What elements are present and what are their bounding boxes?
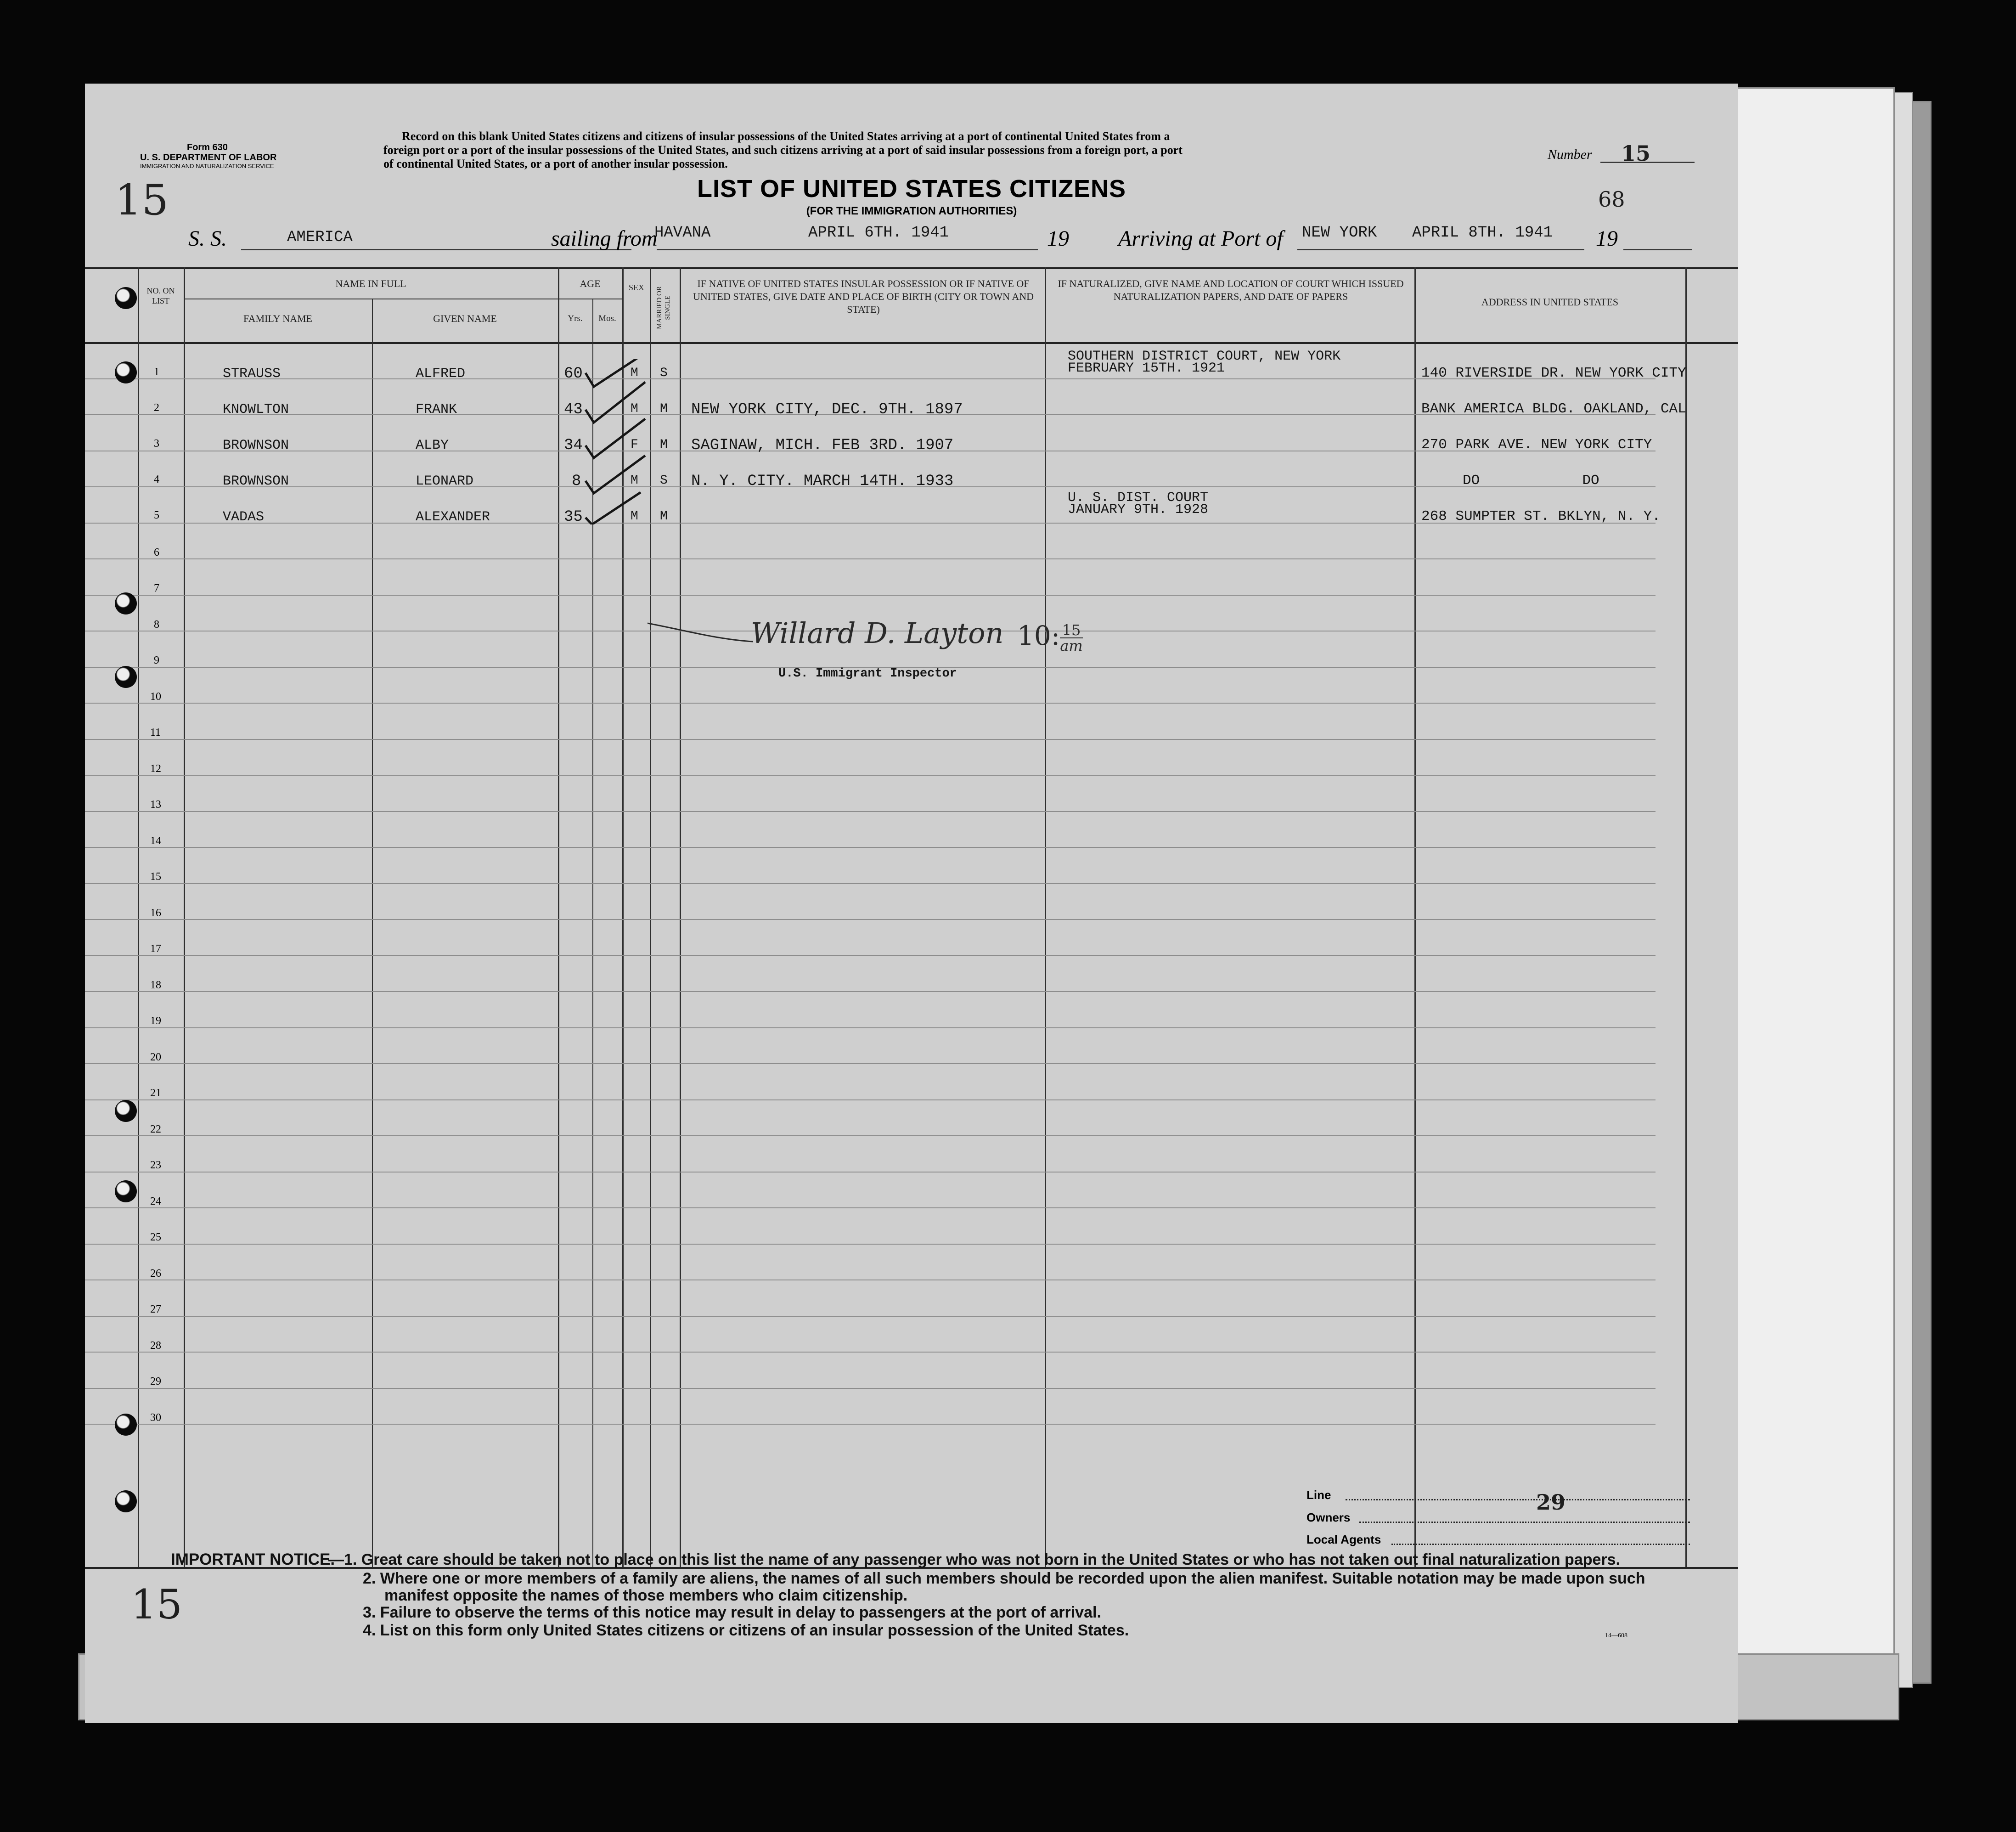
row-number: 7 — [154, 582, 159, 594]
age-years: 43 — [564, 401, 583, 418]
instructions — [383, 130, 1577, 171]
given-name: ALEXANDER — [416, 509, 490, 525]
row-number: 20 — [150, 1051, 161, 1063]
binder-hole — [115, 361, 137, 383]
court-name: U. S. DIST. COURT — [1068, 490, 1209, 506]
page-subtitle: (FOR THE IMMIGRATION AUTHORITIES) — [806, 205, 1017, 217]
sex: M — [631, 509, 638, 524]
row-rule — [85, 1135, 1656, 1136]
row-rule — [85, 1316, 1656, 1317]
binder-hole — [115, 1180, 137, 1202]
binder-hole — [115, 1100, 137, 1122]
department-name: U. S. DEPARTMENT OF LABOR — [140, 152, 277, 163]
arriving-label: Arriving at Port of — [1118, 226, 1283, 251]
col-naturalized-header: IF NATURALIZED, GIVE NAME AND LOCATION OF COURT WHICH ISSUED NATURALIZATION PAPERS, AND DATE OF PAPERS — [1058, 278, 1404, 302]
row-number: 11 — [150, 727, 161, 738]
arrival-port: NEW YORK — [1302, 224, 1377, 242]
family-name: BROWNSON — [223, 438, 289, 453]
number-label: Number — [1548, 147, 1592, 162]
row-number: 17 — [150, 943, 161, 955]
agents-leader — [1391, 1544, 1690, 1545]
row-number: 19 — [150, 1015, 161, 1027]
family-name: STRAUSS — [223, 366, 281, 382]
col-birth-header: IF NATIVE OF UNITED STATES INSULAR POSSESSION OR IF NATIVE OF UNITED STATES, GIVE DATE AND PLACE OF BIRTH (CITY OR TOWN AND STATE) — [693, 278, 1034, 315]
number-value: 15 — [1621, 141, 1651, 166]
row-rule — [85, 1063, 1656, 1064]
age-years: 60 — [564, 365, 583, 383]
inspector-time-ampm: am — [1060, 637, 1083, 654]
row-rule — [85, 739, 1656, 740]
address: DO DO — [1463, 473, 1599, 489]
row-number: 30 — [150, 1411, 161, 1424]
address: 140 RIVERSIDE DR. NEW YORK CITY — [1421, 365, 1686, 381]
row-rule — [85, 883, 1656, 884]
owners-label: Owners — [1306, 1511, 1351, 1524]
row-number: 10 — [150, 690, 161, 703]
col-married-header: MARRIED OR SINGLE — [656, 286, 671, 329]
row-number: 15 — [150, 871, 161, 883]
binder-hole — [115, 666, 137, 688]
inspector-time-minutes: 15 — [1060, 623, 1082, 638]
inspector-label: U.S. Immigrant Inspector — [778, 667, 957, 681]
row-number: 16 — [150, 907, 161, 919]
row-number: 24 — [150, 1195, 161, 1207]
owners-leader — [1359, 1522, 1690, 1523]
agents-label: Local Agents — [1306, 1533, 1381, 1546]
line-leader — [1346, 1499, 1690, 1500]
row-number: 1 — [154, 366, 159, 378]
row-rule — [85, 955, 1656, 956]
age-years: 34 — [564, 437, 583, 454]
address: 268 SUMPTER ST. BKLYN, N. Y. — [1421, 508, 1661, 524]
marital-status: M — [660, 402, 668, 416]
col-address-header: ADDRESS IN UNITED STATES — [1481, 296, 1619, 308]
row-number: 23 — [150, 1159, 161, 1171]
marital-status: M — [660, 438, 668, 452]
departure-date: APRIL 6TH. 1941 — [808, 224, 949, 242]
address: BANK AMERICA BLDG. OAKLAND, CAL — [1421, 401, 1686, 417]
from-port: HAVANA — [654, 224, 711, 242]
page-title: LIST OF UNITED STATES CITIZENS — [697, 175, 1126, 203]
instruction-line: of continental United States, or a port of another insular possession. — [383, 157, 728, 170]
notice-item-4: 4. List on this form only United States citizens or citizens of an insular possession of the United States. — [363, 1622, 1129, 1639]
given-name: ALBY — [416, 438, 449, 453]
row-rule — [85, 775, 1656, 776]
row-number: 27 — [150, 1303, 161, 1315]
binder-hole — [115, 287, 137, 309]
inspector-time-hour: 10: — [1017, 620, 1060, 651]
check-marks — [581, 359, 654, 524]
row-rule — [85, 1099, 1656, 1100]
row-number: 25 — [150, 1231, 161, 1243]
sex: F — [631, 438, 638, 452]
binder-hole — [115, 1414, 137, 1436]
sex: M — [631, 366, 638, 380]
given-name: FRANK — [416, 402, 457, 417]
birth-place-date: N. Y. CITY. MARCH 14TH. 1933 — [691, 473, 954, 490]
birth-place-date: NEW YORK CITY, DEC. 9TH. 1897 — [691, 401, 963, 418]
year-prefix-2: 19 — [1596, 226, 1618, 251]
row-number: 3 — [154, 438, 159, 450]
year-blank — [1623, 249, 1692, 250]
row-rule — [85, 1388, 1656, 1389]
row-rule — [85, 847, 1656, 848]
court-date: JANUARY 9TH. 1928 — [1068, 502, 1209, 518]
col-no-header: NO. ON LIST — [146, 286, 175, 305]
col-yrs-header: Yrs. — [568, 314, 583, 323]
row-rule — [85, 378, 1656, 379]
family-name: VADAS — [223, 509, 265, 525]
given-name: ALFRED — [416, 366, 466, 382]
family-name: KNOWLTON — [223, 402, 289, 417]
col-name-header: NAME IN FULL — [335, 278, 406, 289]
address: 270 PARK AVE. NEW YORK CITY — [1421, 437, 1652, 453]
row-rule — [85, 1207, 1656, 1208]
birth-place-date: SAGINAW, MICH. FEB 3RD. 1907 — [691, 437, 954, 454]
row-30-note: 29 — [1536, 1490, 1566, 1515]
sex: M — [631, 402, 638, 416]
age-years: 8 — [572, 473, 581, 490]
col-age-header: AGE — [580, 278, 601, 289]
row-number: 28 — [150, 1339, 161, 1352]
row-number: 21 — [150, 1087, 161, 1099]
col-family-header: FAMILY NAME — [243, 313, 312, 324]
row-number: 5 — [154, 509, 159, 521]
marital-status: M — [660, 509, 668, 524]
row-number: 6 — [154, 546, 159, 558]
row-rule — [85, 703, 1656, 704]
ss-label: S. S. — [188, 226, 227, 251]
arrival-blank — [1297, 249, 1584, 250]
notice-item-2-cont: manifest opposite the names of those members who claim citizenship. — [384, 1587, 908, 1604]
row-rule — [85, 919, 1656, 920]
row-number: 8 — [154, 618, 159, 631]
sex: M — [631, 474, 638, 488]
col-given-header: GIVEN NAME — [433, 313, 497, 324]
sailing-label: sailing from — [551, 226, 658, 251]
court-date: FEBRUARY 15TH. 1921 — [1068, 361, 1225, 376]
notice-item-2: 2. Where one or more members of a family are aliens, the names of all such members should be recorded upon the alien manifest. Suitable notation may be made upon such — [363, 1570, 1645, 1587]
corner-mark: 15 — [115, 175, 169, 225]
notice-heading: IMPORTANT NOTICE. — [171, 1550, 335, 1568]
arrival-date: APRIL 8TH. 1941 — [1412, 224, 1553, 242]
form-code: 14—608 — [1605, 1632, 1627, 1639]
marital-status: S — [660, 474, 668, 488]
row-number: 4 — [154, 474, 159, 485]
inspector-time — [1017, 620, 1083, 653]
binder-hole — [115, 1490, 137, 1512]
row-rule — [85, 1027, 1656, 1028]
binder-hole — [115, 592, 137, 614]
row-rule — [85, 1424, 1656, 1425]
page-number: 68 — [1598, 187, 1625, 212]
family-name: BROWNSON — [223, 474, 289, 489]
marital-status: S — [660, 366, 668, 380]
row-rule — [85, 595, 1656, 596]
departure-blank — [657, 249, 1038, 250]
service-name: IMMIGRATION AND NATURALIZATION SERVICE — [140, 163, 274, 169]
notice-item-3: 3. Failure to observe the terms of this notice may result in delay to passengers at the port of arrival. — [363, 1604, 1101, 1621]
notice-item-1: —1. Great care should be taken not to place on this list the name of any passenger who was not born in the United States or who has not taken out final naturalization papers. — [328, 1551, 1621, 1568]
court-name: SOUTHERN DISTRICT COURT, NEW YORK — [1068, 349, 1341, 364]
year-prefix-1: 19 — [1047, 226, 1069, 251]
age-years: 35 — [564, 508, 583, 526]
manifest-table — [85, 267, 1738, 1581]
margin-mark: 15 — [131, 1581, 182, 1628]
row-number: 26 — [150, 1267, 161, 1280]
row-rule — [85, 1244, 1656, 1245]
row-number: 18 — [150, 979, 161, 991]
manifest-sheet — [85, 84, 1738, 1723]
row-number: 22 — [150, 1123, 161, 1135]
row-number: 12 — [150, 762, 161, 775]
row-number: 29 — [150, 1375, 161, 1387]
form-number: Form 630 — [187, 142, 228, 152]
row-number: 14 — [150, 834, 161, 847]
row-rule — [85, 811, 1656, 812]
given-name: LEONARD — [416, 474, 474, 489]
row-rule — [85, 558, 1656, 559]
row-rule — [85, 991, 1656, 992]
ship-name: AMERICA — [287, 229, 353, 246]
instruction-line: foreign port or a port of the insular possessions of the United States, and such citizens arriving at a port of said insular possessions from a foreign port, a port — [383, 143, 1183, 157]
row-rule — [85, 1352, 1656, 1353]
inspector-signature: Willard D. Layton — [751, 616, 1004, 650]
col-sex-header: SEX — [628, 283, 644, 292]
row-number: 13 — [150, 799, 161, 811]
row-number: 9 — [154, 654, 159, 666]
col-mos-header: Mos. — [598, 314, 616, 323]
instruction-line: Record on this blank United States citizens and citizens of insular possessions of the United States arriving at a port of continental United States from a — [402, 130, 1170, 143]
row-rule — [85, 523, 1656, 524]
row-number: 2 — [154, 402, 159, 414]
line-label: Line — [1306, 1488, 1331, 1502]
